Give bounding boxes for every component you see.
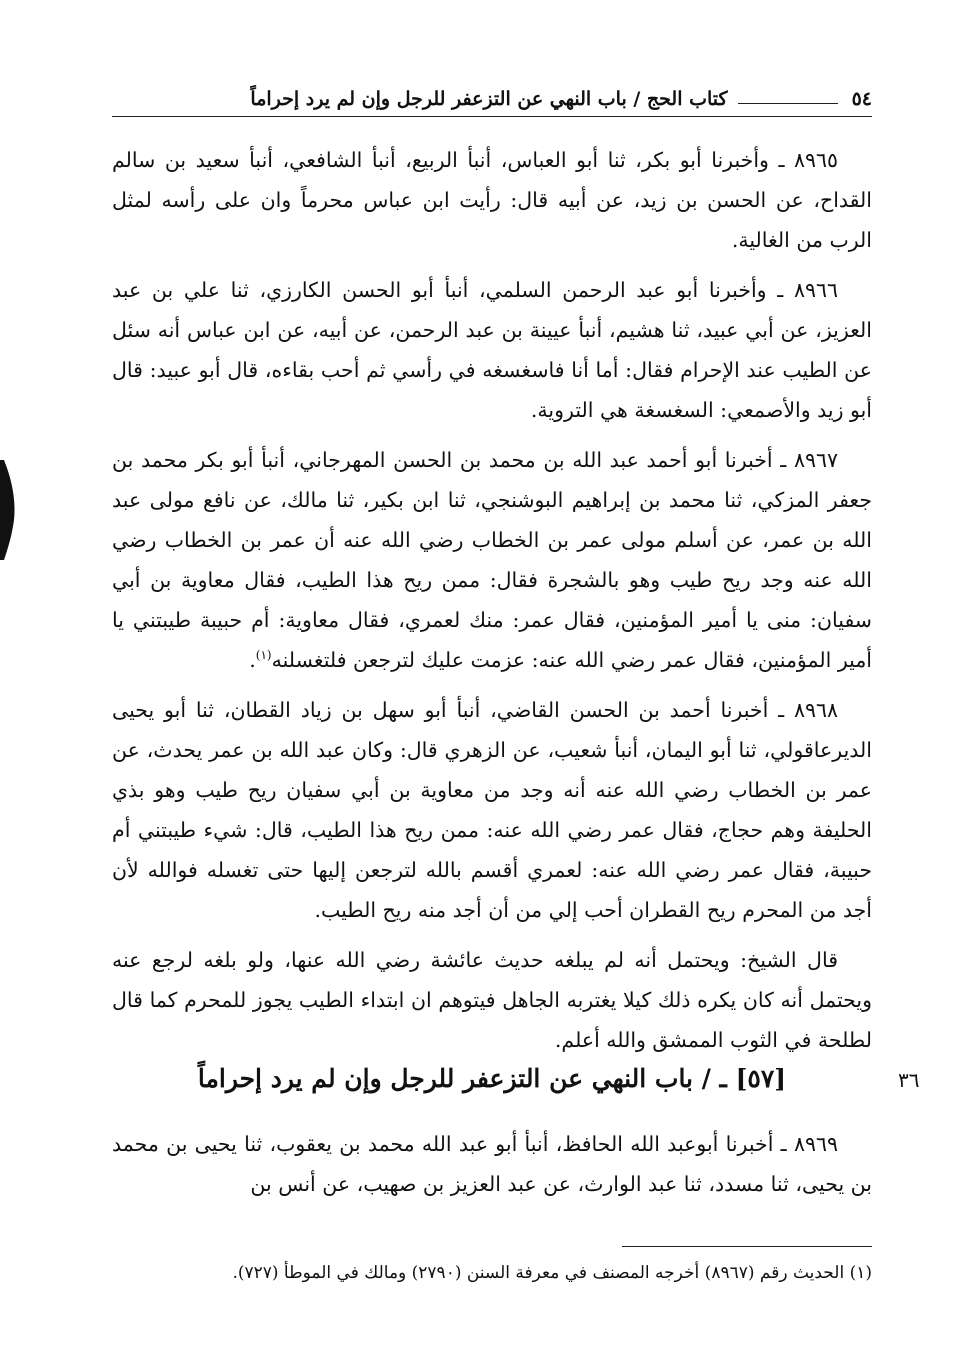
section-text — [112, 1124, 872, 1204]
hadith-8967-text: ٨٩٦٧ ـ أخبرنا أبو أحمد عبد الله بن محمد بن الحسن المهرجاني، أنبأ أبو بكر محمد بن جعفر المزكي، ثنا محمد بن إبراهيم البوشنجي، ثنا ابن بكير، ثنا مالك، عن نافع مولى عبد الله بن عمر، عن أسلم مولى عمر بن الخطاب رضي الله عنه أن عمر بن الخطاب رضي الله عنه وجد ريح طيب وهو بالشجرة فقال: ممن ريح هذا الطيب، فقال معاوية بن أبي سفيان: منى يا أمير المؤمنين، فقال عمر: منك لعمري، فقال معاوية: أم حبيبة طيبتني يا أمير المؤمنين، فقال عمر رضي الله عنه: عزمت عليك لترجعن فلتغسلنه — [112, 448, 872, 672]
running-head-rule — [738, 103, 838, 104]
hadith-8966: ٨٩٦٦ ـ وأخبرنا أبو عبد الرحمن السلمي، أنبأ أبو الحسن الكارزي، ثنا علي بن عبد العزيز، عن أبي عبيد، ثنا هشيم، أنبأ عيينة بن عبد الرحمن، عن أبيه، عن ابن عباس أنه سئل عن الطيب عند الإحرام فقال: أما أنا فاسغسغه في رأسي ثم أحب بقاءه، قال أبو عبيد: قال أبو زيد والأصمعي: السغسغة هي التروية. — [112, 278, 872, 422]
footnote-reference: (١) — [255, 648, 272, 663]
margin-number: ٣٦ — [898, 1068, 920, 1092]
footnote-divider — [622, 1246, 872, 1247]
footnote: (١) الحديث رقم (٨٩٦٧) أخرجه المصنف في معرفة السنن (٢٧٩٠) ومالك في الموطأ (٧٢٧). — [232, 1263, 872, 1283]
hadith-8967: ٨٩٦٧ ـ أخبرنا أبو أحمد عبد الله بن محمد بن الحسن المهرجاني، أنبأ أبو بكر محمد بن جعفر المزكي، ثنا محمد بن إبراهيم البوشنجي، ثنا ابن بكير، ثنا مالك، عن نافع مولى عبد الله بن عمر، عن أسلم مولى عمر بن الخطاب رضي الله عنه أن عمر بن الخطاب رضي الله عنه وجد ريح طيب وهو بالشجرة فقال: ممن ريح هذا الطيب، فقال معاوية بن أبي سفيان: منى يا أمير المؤمنين، فقال عمر: منك لعمري، فقال معاوية: أم حبيبة طيبتني يا أمير المؤمنين، فقال عمر رضي الله عنه: عزمت عليك لترجعن فلتغسلنه$^{(١)}$. — [112, 448, 872, 672]
sheikh-commentary: قال الشيخ: ويحتمل أنه لم يبلغه حديث عائشة رضي الله عنها، ولو بلغه لرجع عنه ويحتمل أنه كان يكره ذلك كيلا يغتربه الجاهل فيتوهم ان ابتداء الطيب يجوز للمحرم كما قال لطلحة في الثوب الممشق والله أعلم. — [112, 948, 872, 1052]
section-heading: [٥٧] ـ / باب النهي عن التزعفر للرجل وإن لم يرد إحراماً — [197, 1064, 787, 1093]
hadith-8969: ٨٩٦٩ ـ أخبرنا أبوعبد الله الحافظ، أنبأ أبو عبد الله محمد بن يعقوب، ثنا يحيى بن محمد بن يحيى، ثنا مسدد، ثنا عبد الوارث، عن عبد العزيز بن صهيب، عن أنس بن — [112, 1132, 872, 1196]
main-text — [112, 140, 872, 1070]
page-number: ٥٤ — [851, 88, 872, 110]
scan-edge-mark — [0, 460, 22, 560]
running-head-title: كتاب الحج / باب النهي عن التزعفر للرجل وإن لم يرد إحراماً — [250, 88, 728, 110]
hadith-8965: ٨٩٦٥ ـ وأخبرنا أبو بكر، ثنا أبو العباس، أنبأ الربيع، أنبأ الشافعي، أنبأ سعيد بن سالم القداح، عن الحسن بن زيد، عن أبيه قال: رأيت ابن عباس محرماً وان على رأسه لمثل الرب من الغالية. — [112, 148, 872, 252]
hadith-8968: ٨٩٦٨ ـ أخبرنا أحمد بن الحسن القاضي، أنبأ أبو سهل بن زياد القطان، ثنا أبو يحيى الديرعاقولي، ثنا أبو اليمان، أنبأ شعيب، عن الزهري قال: وكان عبد الله بن عمر يحدث، عن عمر بن الخطاب رضي الله عنه أنه وجد من معاوية بن أبي سفيان ريح طيب وهو بذي الحليفة وهم حجاج، فقال عمر رضي الله عنه: ممن ريح هذا الطيب، قال: شيء طيبتني أم حبيبة، فقال عمر رضي الله عنه: لعمري أقسم بالله لترجعن إليها حتى تغسله فوالله لأن أجد من المحرم ريح القطران أحب إلي من أن أجد منه ريح الطيب. — [112, 698, 872, 922]
running-head — [112, 88, 872, 117]
